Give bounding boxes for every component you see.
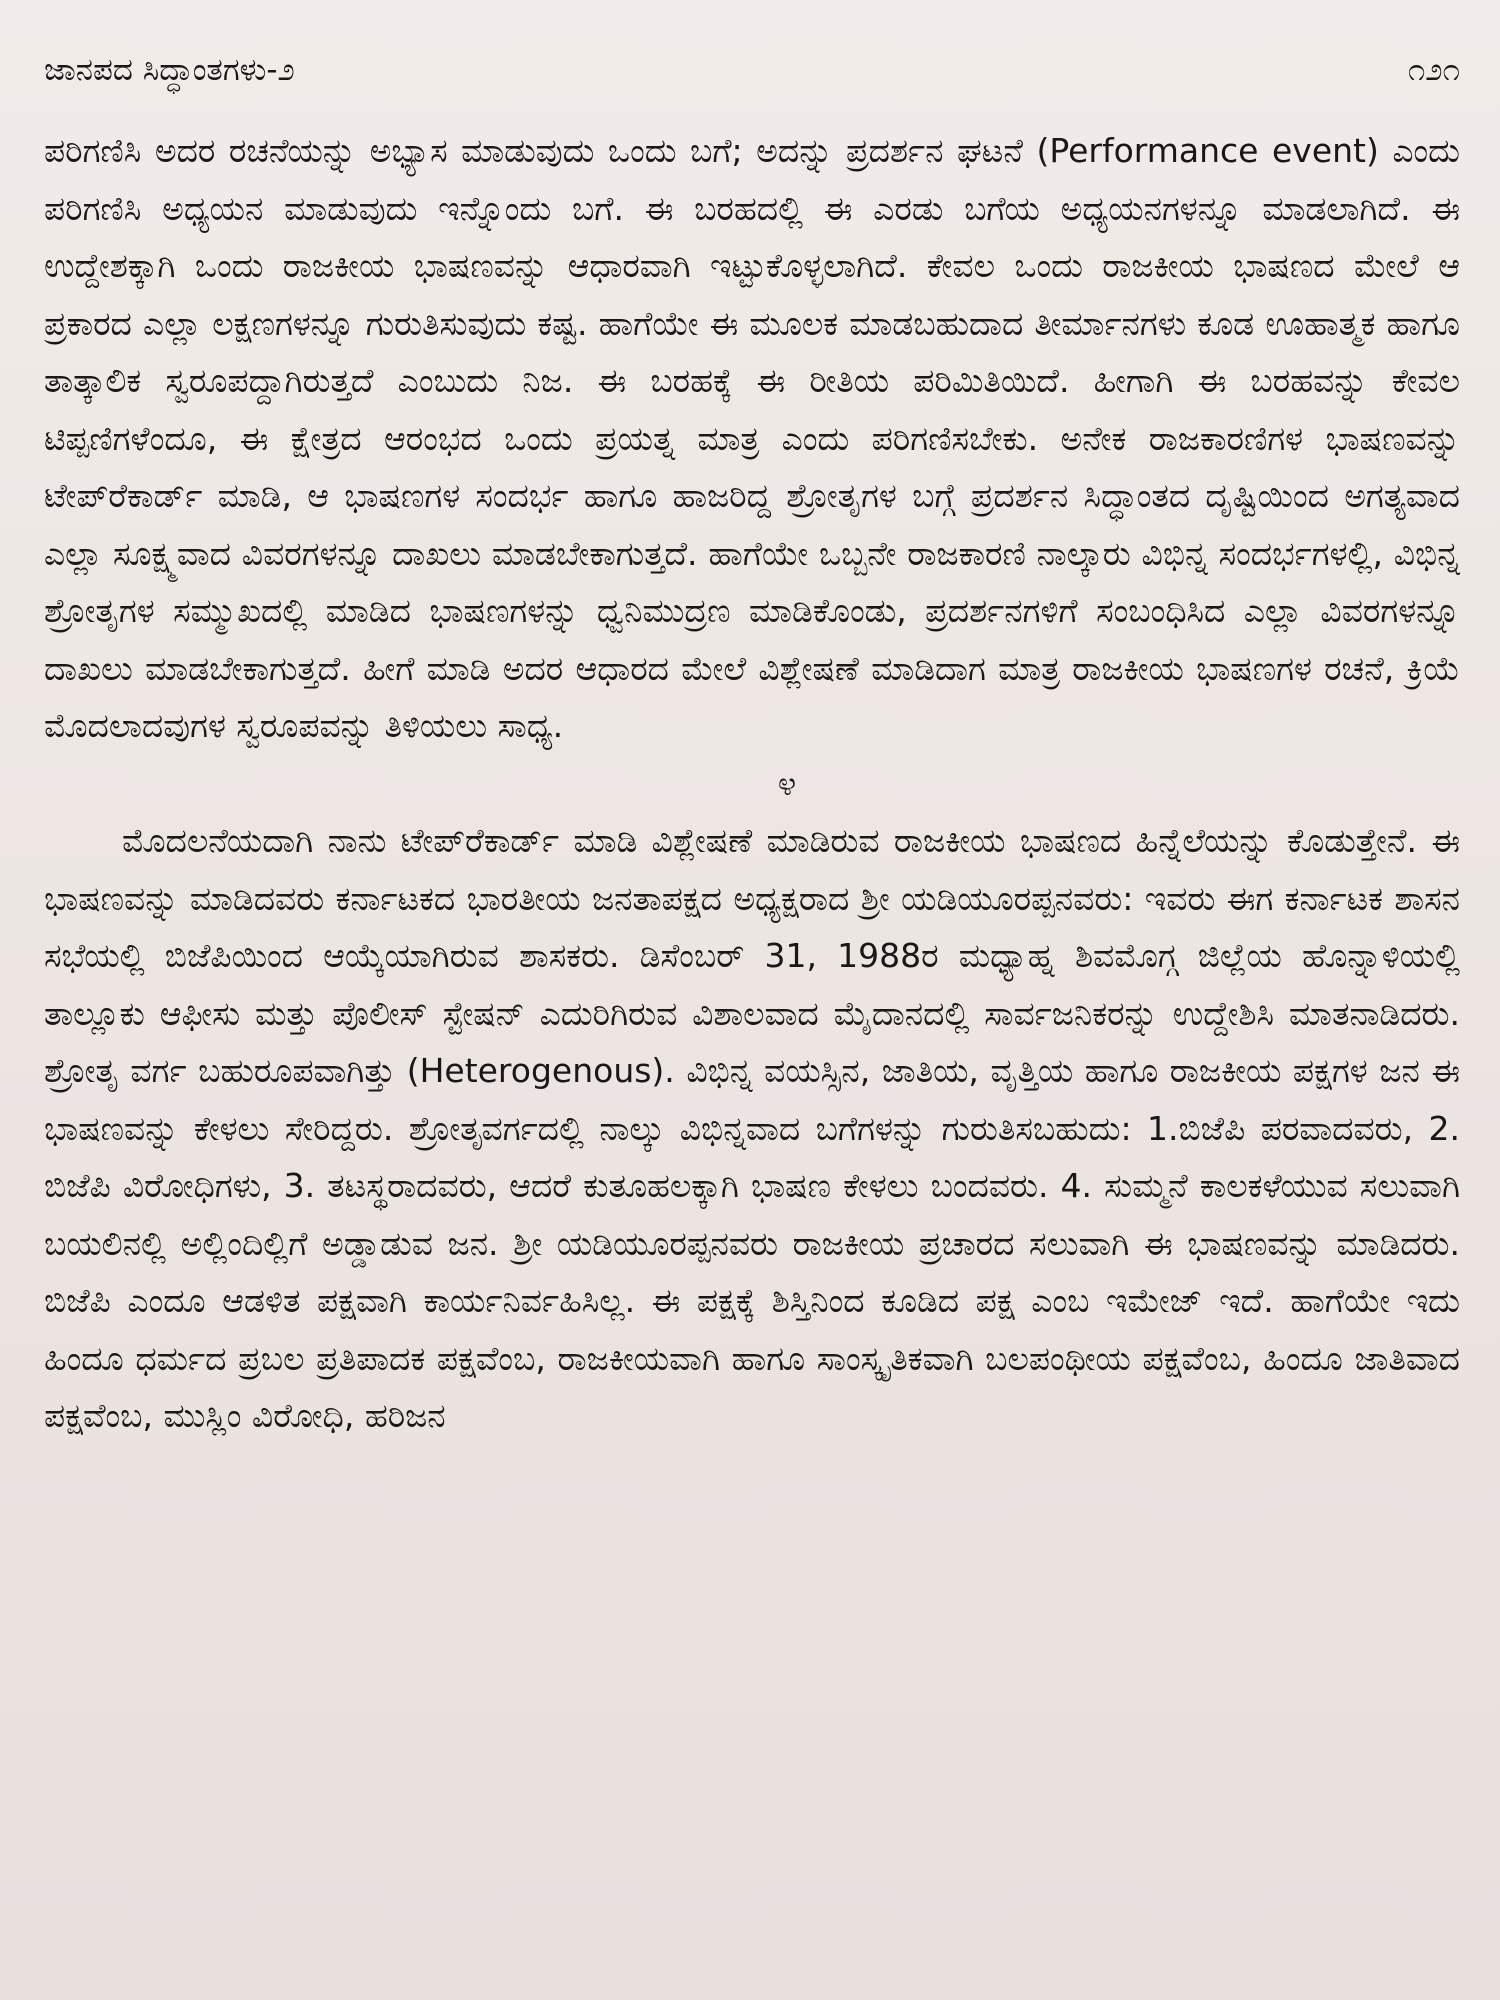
page-number: ೧೨೧	[1407, 52, 1460, 88]
body-text	[44, 122, 1460, 1445]
running-header	[44, 52, 1460, 108]
chapter-title: ಜಾನಪದ ಸಿದ್ಧಾಂತಗಳು-೨	[44, 52, 295, 88]
section-number: ೪	[777, 763, 797, 803]
paragraph-section-4: ಮೊದಲನೆಯದಾಗಿ ನಾನು ಟೇಪ್‌ರೆಕಾರ್ಡ್ ಮಾಡಿ ವಿಶ್ಲೇಷಣೆ ಮಾಡಿರುವ ರಾಜಕೀಯ ಭಾಷಣದ ಹಿನ್ನೆಲೆಯನ್ನು ಕೊಡುತ್ತೇನೆ. ಈ ಭಾಷಣವನ್ನು ಮಾಡಿದವರು ಕರ್ನಾಟಕದ ಭಾರತೀಯ ಜನತಾಪಕ್ಷದ ಅಧ್ಯಕ್ಷರಾದ ಶ್ರೀ ಯಡಿಯೂರಪ್ಪನವರು: ಇವರು ಈಗ ಕರ್ನಾಟಕ ಶಾಸನ ಸಭೆಯಲ್ಲಿ ಬಿಜೆಪಿಯಿಂದ ಆಯ್ಕೆಯಾಗಿರುವ ಶಾಸಕರು. ಡಿಸೆಂಬರ್ 31, 1988ರ ಮಧ್ಯಾಹ್ನ ಶಿವಮೊಗ್ಗ ಜಿಲ್ಲೆಯ ಹೊನ್ನಾಳಿಯಲ್ಲಿ ತಾಲ್ಲೂಕು ಆಫೀಸು ಮತ್ತು ಪೊಲೀಸ್ ಸ್ಟೇಷನ್ ಎದುರಿಗಿರುವ ವಿಶಾಲವಾದ ಮೈದಾನದಲ್ಲಿ ಸಾರ್ವಜನಿಕರನ್ನು ಉದ್ದೇಶಿಸಿ ಮಾತನಾಡಿದರು. ಶ್ರೋತೃ ವರ್ಗ ಬಹುರೂಪವಾಗಿತ್ತು (Heterogenous). ವಿಭಿನ್ನ ವಯಸ್ಸಿನ, ಜಾತಿಯ, ವೃತ್ತಿಯ ಹಾಗೂ ರಾಜಕೀಯ ಪಕ್ಷಗಳ ಜನ ಈ ಭಾಷಣವನ್ನು ಕೇಳಲು ಸೇರಿದ್ದರು. ಶ್ರೋತೃವರ್ಗದಲ್ಲಿ ನಾಲ್ಕು ವಿಭಿನ್ನವಾದ ಬಗೆಗಳನ್ನು ಗುರುತಿಸಬಹುದು: 1.ಬಿಜೆಪಿ ಪರವಾದವರು, 2. ಬಿಜೆಪಿ ವಿರೋಧಿಗಳು, 3. ತಟಸ್ಥರಾದವರು, ಆದರೆ ಕುತೂಹಲಕ್ಕಾಗಿ ಭಾಷಣ ಕೇಳಲು ಬಂದವರು. 4. ಸುಮ್ಮನೆ ಕಾಲಕಳೆಯುವ ಸಲುವಾಗಿ ಬಯಲಿನಲ್ಲಿ ಅಲ್ಲಿಂದಿಲ್ಲಿಗೆ ಅಡ್ಡಾಡುವ ಜನ. ಶ್ರೀ ಯಡಿಯೂರಪ್ಪನವರು ರಾಜಕೀಯ ಪ್ರಚಾರದ ಸಲುವಾಗಿ ಈ ಭಾಷಣವನ್ನು ಮಾಡಿದರು. ಬಿಜೆಪಿ ಎಂದೂ ಆಡಳಿತ ಪಕ್ಷವಾಗಿ ಕಾರ್ಯನಿರ್ವಹಿಸಿಲ್ಲ. ಈ ಪಕ್ಷಕ್ಕೆ ಶಿಸ್ತಿನಿಂದ ಕೂಡಿದ ಪಕ್ಷ ಎಂಬ ಇಮೇಜ್ ಇದೆ. ಹಾಗೆಯೇ ಇದು ಹಿಂದೂ ಧರ್ಮದ ಪ್ರಬಲ ಪ್ರತಿಪಾದಕ ಪಕ್ಷವೆಂಬ, ರಾಜಕೀಯವಾಗಿ ಹಾಗೂ ಸಾಂಸ್ಕೃತಿಕವಾಗಿ ಬಲಪಂಥೀಯ ಪಕ್ಷವೆಂಬ, ಹಿಂದೂ ಜಾತಿವಾದ ಪಕ್ಷವೆಂಬ, ಮುಸ್ಲಿಂ ವಿರೋಧಿ, ಹರಿಜನ	[44, 821, 1460, 1435]
paragraph-continuation: ಪರಿಗಣಿಸಿ ಅದರ ರಚನೆಯನ್ನು ಅಭ್ಯಾಸ ಮಾಡುವುದು ಒಂದು ಬಗೆ; ಅದನ್ನು ಪ್ರದರ್ಶನ ಘಟನೆ (Performance event) ಎಂದು ಪರಿಗಣಿಸಿ ಅಧ್ಯಯನ ಮಾಡುವುದು ಇನ್ನೊಂದು ಬಗೆ. ಈ ಬರಹದಲ್ಲಿ ಈ ಎರಡು ಬಗೆಯ ಅಧ್ಯಯನಗಳನ್ನೂ ಮಾಡಲಾಗಿದೆ. ಈ ಉದ್ದೇಶಕ್ಕಾಗಿ ಒಂದು ರಾಜಕೀಯ ಭಾಷಣವನ್ನು ಆಧಾರವಾಗಿ ಇಟ್ಟುಕೊಳ್ಳಲಾಗಿದೆ. ಕೇವಲ ಒಂದು ರಾಜಕೀಯ ಭಾಷಣದ ಮೇಲೆ ಆ ಪ್ರಕಾರದ ಎಲ್ಲಾ ಲಕ್ಷಣಗಳನ್ನೂ ಗುರುತಿಸುವುದು ಕಷ್ಟ. ಹಾಗೆಯೇ ಈ ಮೂಲಕ ಮಾಡಬಹುದಾದ ತೀರ್ಮಾನಗಳು ಕೂಡ ಊಹಾತ್ಮಕ ಹಾಗೂ ತಾತ್ಕಾಲಿಕ ಸ್ವರೂಪದ್ದಾಗಿರುತ್ತದೆ ಎಂಬುದು ನಿಜ. ಈ ಬರಹಕ್ಕೆ ಈ ರೀತಿಯ ಪರಿಮಿತಿಯಿದೆ. ಹೀಗಾಗಿ ಈ ಬರಹವನ್ನು ಕೇವಲ ಟಿಪ್ಪಣಿಗಳೆಂದೂ, ಈ ಕ್ಷೇತ್ರದ ಆರಂಭದ ಒಂದು ಪ್ರಯತ್ನ ಮಾತ್ರ ಎಂದು ಪರಿಗಣಿಸಬೇಕು. ಅನೇಕ ರಾಜಕಾರಣಿಗಳ ಭಾಷಣವನ್ನು ಟೇಪ್‌ರೆಕಾರ್ಡ್ ಮಾಡಿ, ಆ ಭಾಷಣಗಳ ಸಂದರ್ಭ ಹಾಗೂ ಹಾಜರಿದ್ದ ಶ್ರೋತೃಗಳ ಬಗ್ಗೆ ಪ್ರದರ್ಶನ ಸಿದ್ಧಾಂತದ ದೃಷ್ಟಿಯಿಂದ ಅಗತ್ಯವಾದ ಎಲ್ಲಾ ಸೂಕ್ಷ್ಮವಾದ ವಿವರಗಳನ್ನೂ ದಾಖಲು ಮಾಡಬೇಕಾಗುತ್ತದೆ. ಹಾಗೆಯೇ ಒಬ್ಬನೇ ರಾಜಕಾರಣಿ ನಾಲ್ಕಾರು ವಿಭಿನ್ನ ಸಂದರ್ಭಗಳಲ್ಲಿ, ವಿಭಿನ್ನ ಶ್ರೋತೃಗಳ ಸಮ್ಮುಖದಲ್ಲಿ ಮಾಡಿದ ಭಾಷಣಗಳನ್ನು ಧ್ವನಿಮುದ್ರಣ ಮಾಡಿಕೊಂಡು, ಪ್ರದರ್ಶನಗಳಿಗೆ ಸಂಬಂಧಿಸಿದ ಎಲ್ಲಾ ವಿವರಗಳನ್ನೂ ದಾಖಲು ಮಾಡಬೇಕಾಗುತ್ತದೆ. ಹೀಗೆ ಮಾಡಿ ಅದರ ಆಧಾರದ ಮೇಲೆ ವಿಶ್ಲೇಷಣೆ ಮಾಡಿದಾಗ ಮಾತ್ರ ರಾಜಕೀಯ ಭಾಷಣಗಳ ರಚನೆ, ಕ್ರಿಯೆ ಮೊದಲಾದವುಗಳ ಸ್ವರೂಪವನ್ನು ತಿಳಿಯಲು ಸಾಧ್ಯ.	[44, 131, 1460, 745]
